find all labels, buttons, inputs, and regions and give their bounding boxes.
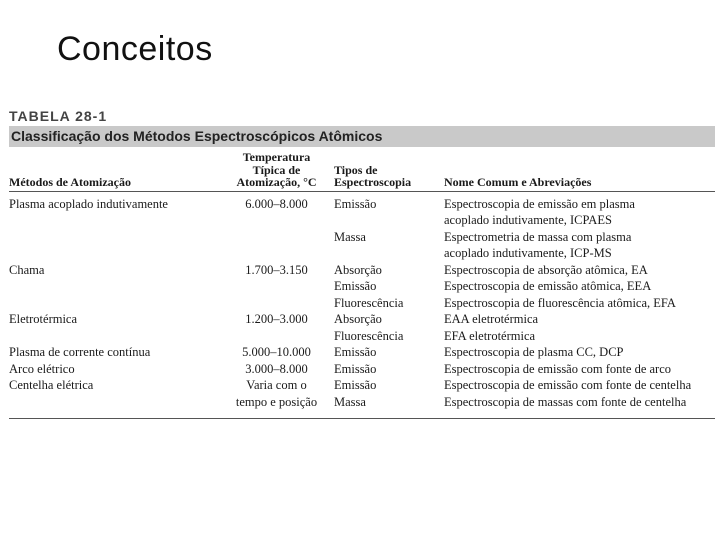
cell-type: Emissão	[334, 361, 377, 376]
cell-temperature: 1.700–3.150	[245, 262, 308, 277]
cell-type: Emissão	[334, 345, 377, 359]
cell-type: Massa	[334, 229, 366, 244]
cell-temperature	[219, 245, 334, 262]
table-row	[9, 295, 715, 312]
table-header-row	[9, 151, 715, 191]
cell-temperature	[219, 295, 334, 312]
table-row	[9, 394, 715, 419]
cell-temperature: Varia com o	[246, 378, 307, 392]
cell-type: Absorção	[334, 312, 382, 326]
header-method: Métodos de Atomização	[9, 151, 219, 191]
cell-type: Fluorescência	[334, 295, 404, 310]
cell-type: Emissão	[334, 279, 377, 293]
table-row	[9, 328, 715, 345]
cell-name: Espectroscopia de absorção atômica, EA	[444, 262, 648, 277]
cell-method: Plasma de corrente contínua	[9, 345, 151, 359]
table-row	[9, 229, 715, 246]
table-row	[9, 311, 715, 328]
cell-temperature	[219, 278, 334, 295]
table-caption: Classificação dos Métodos Espectroscópicos Atômicos	[9, 126, 715, 147]
table-row	[9, 262, 715, 279]
cell-name: Espectroscopia de massas com fonte de centelha	[444, 394, 715, 419]
table-number-label: TABELA 28-1	[9, 108, 108, 124]
atomic-methods-table	[9, 147, 715, 419]
cell-name: EFA eletrotérmica	[444, 328, 536, 343]
cell-name: acoplado indutivamente, ICPAES	[444, 213, 612, 227]
cell-method	[9, 328, 219, 345]
cell-name: Espectroscopia de fluorescência atômica, EFA	[444, 295, 676, 310]
cell-method	[9, 229, 219, 246]
header-type: Tipos de Espectroscopia	[334, 151, 444, 191]
cell-method	[9, 245, 219, 262]
table-row	[9, 377, 715, 394]
cell-temperature: 5.000–10.000	[242, 345, 311, 359]
slide-title: Conceitos	[57, 30, 213, 68]
cell-method	[9, 278, 219, 295]
table-row	[9, 191, 715, 212]
cell-method	[9, 212, 219, 229]
cell-temperature: 1.200–3.000	[245, 312, 308, 326]
cell-type: Fluorescência	[334, 328, 404, 343]
cell-temperature: tempo e posição	[219, 394, 334, 419]
cell-type	[334, 212, 444, 229]
cell-name: Espectroscopia de plasma CC, DCP	[444, 345, 624, 359]
cell-type: Emissão	[334, 378, 377, 392]
cell-temperature	[219, 212, 334, 229]
cell-type: Massa	[334, 394, 444, 419]
cell-temperature: 3.000–8.000	[245, 361, 308, 376]
cell-method: Eletrotérmica	[9, 312, 78, 326]
cell-temperature	[219, 229, 334, 246]
cell-method: Plasma acoplado indutivamente	[9, 196, 168, 211]
cell-method: Centelha elétrica	[9, 378, 94, 392]
table-figure	[9, 108, 715, 419]
table-row	[9, 361, 715, 378]
table-row	[9, 344, 715, 361]
table-row	[9, 212, 715, 229]
cell-type: Emissão	[334, 196, 377, 211]
cell-type: Absorção	[334, 262, 382, 277]
cell-temperature: 6.000–8.000	[245, 196, 308, 211]
cell-type	[334, 245, 444, 262]
cell-method	[9, 295, 219, 312]
header-name: Nome Comum e Abreviações	[444, 151, 715, 191]
cell-name: acoplado indutivamente, ICP-MS	[444, 246, 612, 260]
table-row	[9, 245, 715, 262]
table-body	[9, 191, 715, 419]
cell-name: EAA eletrotérmica	[444, 312, 539, 326]
cell-name: Espectroscopia de emissão com fonte de centelha	[444, 378, 692, 392]
cell-name: Espectroscopia de emissão em plasma	[444, 196, 635, 211]
cell-temperature	[219, 328, 334, 345]
cell-name: Espectroscopia de emissão atômica, EEA	[444, 279, 652, 293]
cell-method	[9, 394, 219, 419]
cell-method: Chama	[9, 262, 45, 277]
cell-method: Arco elétrico	[9, 361, 75, 376]
header-temperature: Temperatura Típica de Atomização, °C	[219, 151, 334, 191]
cell-name: Espectrometria de massa com plasma	[444, 229, 632, 244]
cell-name: Espectroscopia de emissão com fonte de arco	[444, 361, 671, 376]
table-row	[9, 278, 715, 295]
